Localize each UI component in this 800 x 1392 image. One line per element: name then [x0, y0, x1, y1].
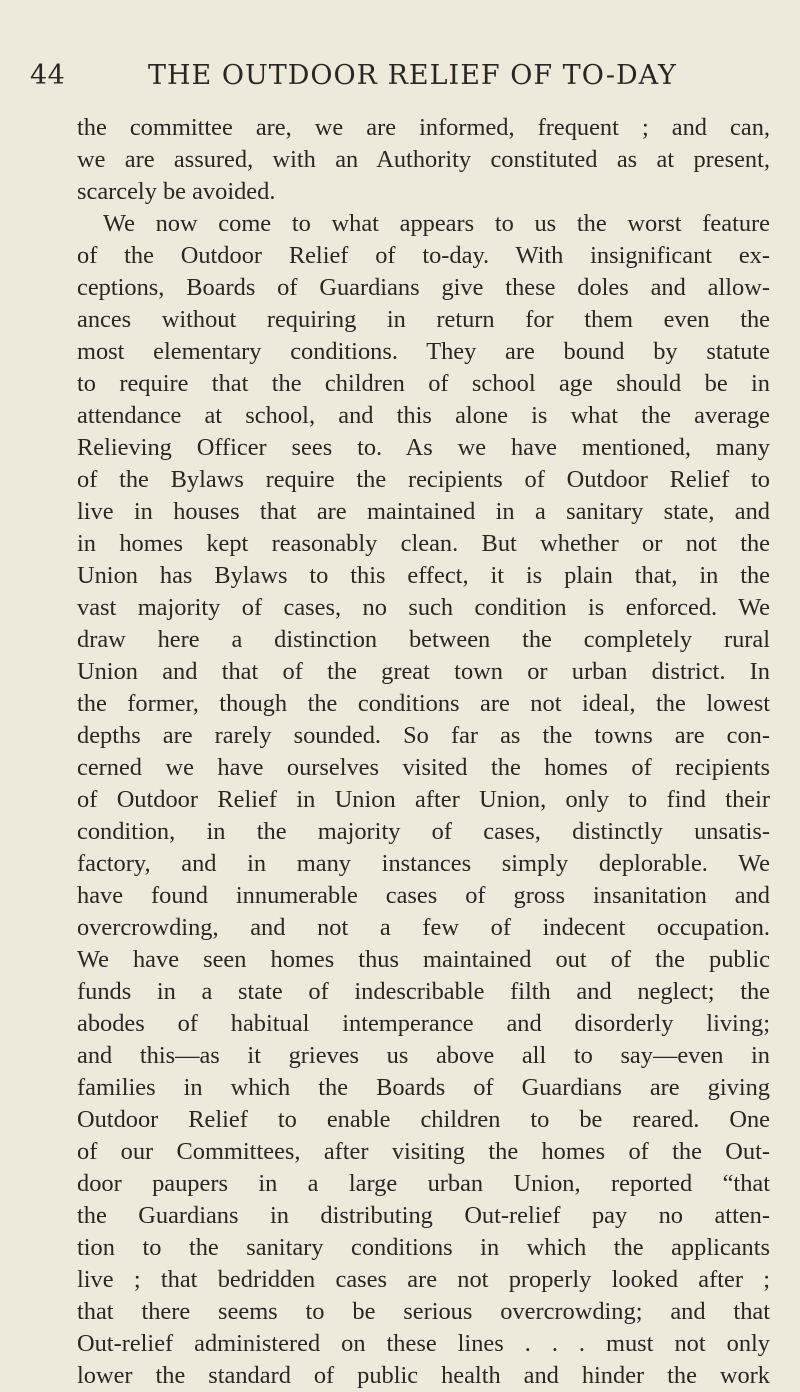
text-line: Union has Bylaws to this effect, it is plain that, in the: [77, 562, 770, 589]
text-line: the committee are, we are informed, frequent ; and can,: [77, 114, 770, 141]
text-line: families in which the Boards of Guardians are giving: [77, 1074, 770, 1101]
text-line: in homes kept reasonably clean. But whether or not the: [77, 530, 770, 557]
text-line: lower the standard of public health and hinder the work: [77, 1362, 770, 1389]
body-text: [77, 112, 770, 1392]
text-line: live ; that bedridden cases are not properly looked after ;: [77, 1266, 770, 1293]
text-line: factory, and in many instances simply deplorable. We: [77, 850, 770, 877]
text-line: Union and that of the great town or urban district. In: [77, 658, 770, 685]
text-line: to require that the children of school age should be in: [77, 370, 770, 397]
text-line: vast majority of cases, no such condition is enforced. We: [77, 594, 770, 621]
text-line: door paupers in a large urban Union, reported “that: [77, 1170, 770, 1197]
text-line: We now come to what appears to us the worst feature: [103, 210, 770, 237]
text-line: condition, in the majority of cases, distinctly unsatis-: [77, 818, 770, 845]
running-title: THE OUTDOOR RELIEF OF TO-DAY: [148, 60, 677, 91]
text-line: that there seems to be serious overcrowding; and that: [77, 1298, 770, 1325]
text-line: funds in a state of indescribable filth and neglect; the: [77, 978, 770, 1005]
text-line: and this—as it grieves us above all to say—even in: [77, 1042, 770, 1069]
text-line: depths are rarely sounded. So far as the towns are con-: [77, 722, 770, 749]
page-number: 44: [30, 60, 66, 91]
text-line: most elementary conditions. They are bound by statute: [77, 338, 770, 365]
text-line: draw here a distinction between the completely rural: [77, 626, 770, 653]
text-line: of the Bylaws require the recipients of Outdoor Relief to: [77, 466, 770, 493]
text-line: scarcely be avoided.: [77, 178, 276, 205]
text-line: ceptions, Boards of Guardians give these doles and allow-: [77, 274, 770, 301]
text-line: ances without requiring in return for them even the: [77, 306, 770, 333]
text-line: overcrowding, and not a few of indecent occupation.: [77, 914, 770, 941]
text-line: tion to the sanitary conditions in which the applicants: [77, 1234, 770, 1261]
text-line: live in houses that are maintained in a sanitary state, and: [77, 498, 770, 525]
text-line: Outdoor Relief to enable children to be reared. One: [77, 1106, 770, 1133]
text-line: cerned we have ourselves visited the homes of recipients: [77, 754, 770, 781]
text-line: Relieving Officer sees to. As we have mentioned, many: [77, 434, 770, 461]
page-header: [30, 60, 730, 100]
text-line: abodes of habitual intemperance and disorderly living;: [77, 1010, 770, 1037]
text-line: Out-relief administered on these lines . . . must not only: [77, 1330, 770, 1357]
text-line: attendance at school, and this alone is what the average: [77, 402, 770, 429]
text-line: the former, though the conditions are not ideal, the lowest: [77, 690, 770, 717]
text-line: We have seen homes thus maintained out of the public: [77, 946, 770, 973]
text-line: of Outdoor Relief in Union after Union, only to find their: [77, 786, 770, 813]
text-line: have found innumerable cases of gross insanitation and: [77, 882, 770, 909]
text-line: of our Committees, after visiting the homes of the Out-: [77, 1138, 770, 1165]
text-line: the Guardians in distributing Out-relief pay no atten-: [77, 1202, 770, 1229]
text-line: of the Outdoor Relief of to-day. With insignificant ex-: [77, 242, 770, 269]
text-line: we are assured, with an Authority constituted as at present,: [77, 146, 770, 173]
